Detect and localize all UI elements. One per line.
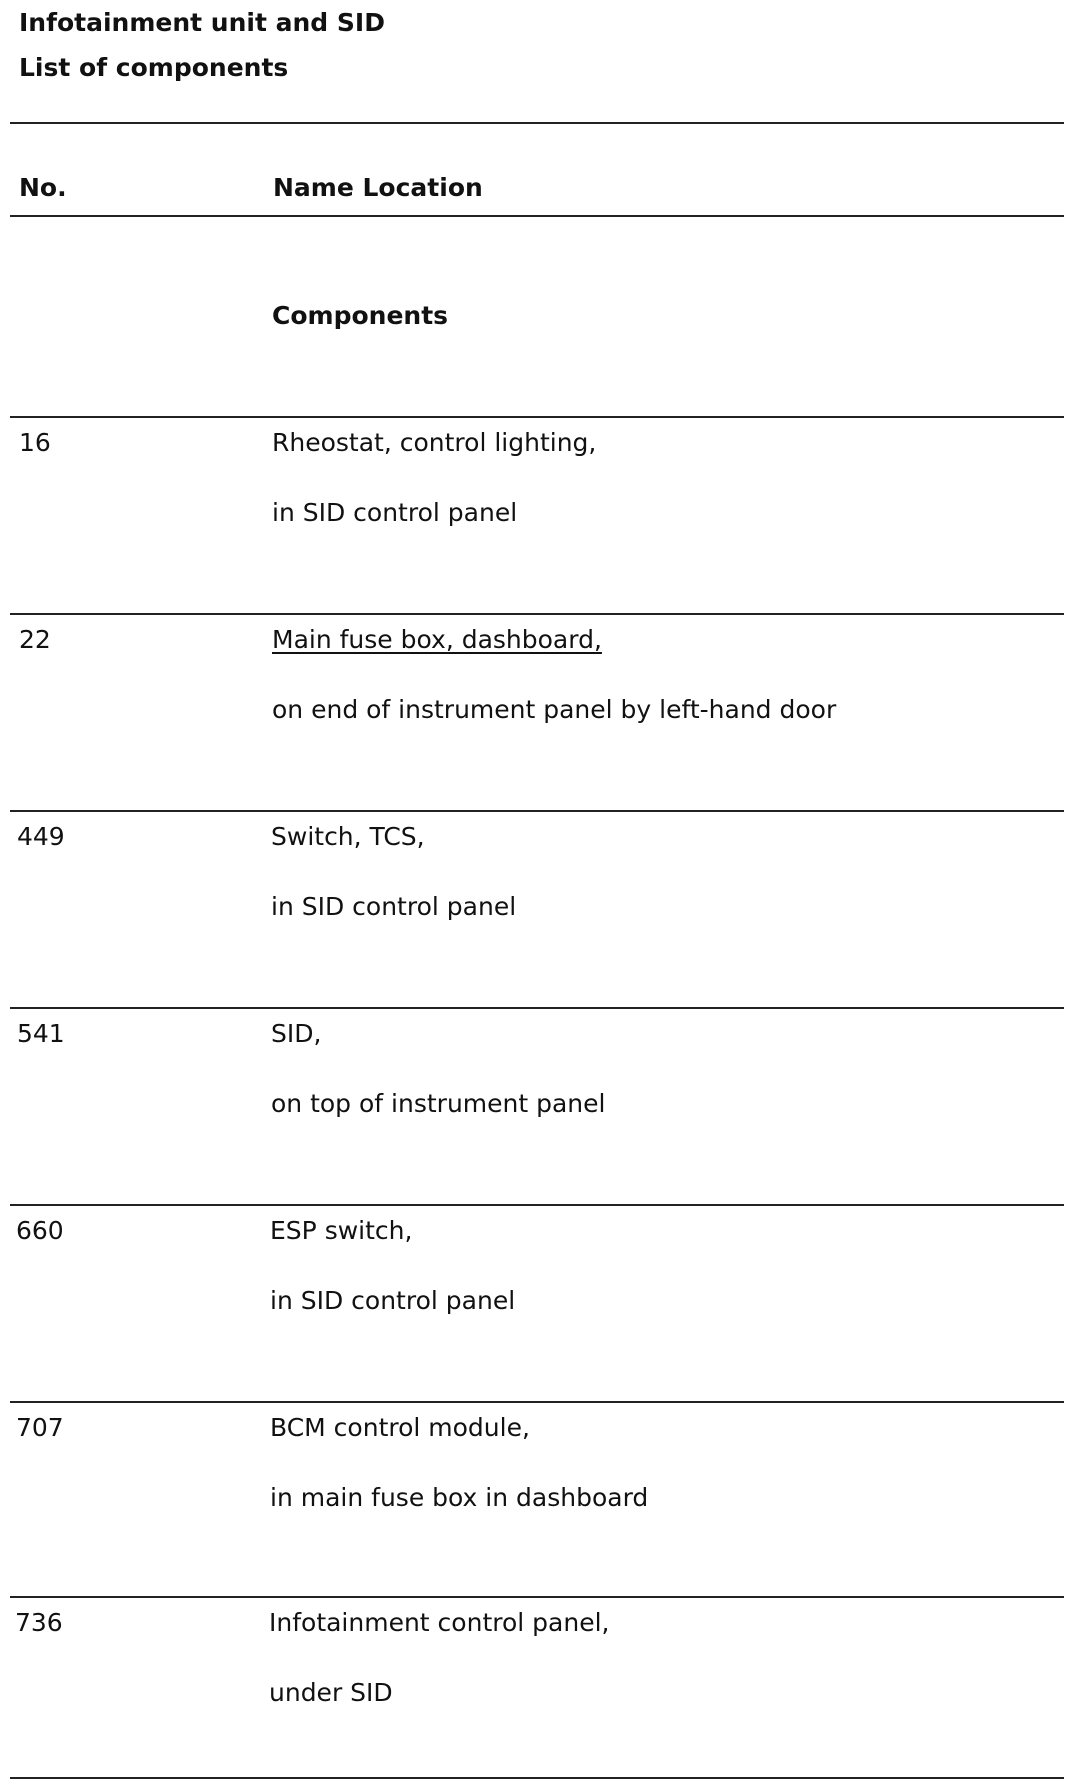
document-subtitle: List of components: [19, 53, 289, 82]
component-number: 22: [19, 625, 51, 654]
component-number: 660: [16, 1216, 64, 1245]
row-divider: [10, 1204, 1064, 1206]
section-heading: Components: [272, 301, 449, 330]
component-name: Rheostat, control lighting,: [272, 428, 597, 457]
component-location: in main fuse box in dashboard: [270, 1483, 649, 1512]
component-location: in SID control panel: [270, 1286, 516, 1315]
component-name: Main fuse box, dashboard,: [272, 625, 602, 654]
column-header-no: No.: [19, 173, 67, 202]
component-location: in SID control panel: [271, 892, 517, 921]
component-location: on end of instrument panel by left-hand door: [272, 695, 837, 724]
top-rule: [10, 122, 1064, 124]
document-title: Infotainment unit and SID: [19, 8, 385, 37]
component-name: BCM control module,: [270, 1413, 530, 1442]
row-divider: [10, 1401, 1064, 1403]
component-number: 707: [16, 1413, 64, 1442]
row-divider: [10, 416, 1064, 418]
row-divider: [10, 1596, 1064, 1598]
component-location: in SID control panel: [272, 498, 518, 527]
bottom-rule: [10, 1777, 1064, 1779]
component-number: 736: [15, 1608, 63, 1637]
header-rule: [10, 215, 1064, 217]
component-number: 541: [17, 1019, 65, 1048]
component-name: Infotainment control panel,: [269, 1608, 610, 1637]
component-name: ESP switch,: [270, 1216, 413, 1245]
row-divider: [10, 1007, 1064, 1009]
row-divider: [10, 810, 1064, 812]
component-number: 16: [19, 428, 51, 457]
component-name: SID,: [271, 1019, 322, 1048]
component-number: 449: [17, 822, 65, 851]
component-name: Switch, TCS,: [271, 822, 425, 851]
component-location: on top of instrument panel: [271, 1089, 606, 1118]
row-divider: [10, 613, 1064, 615]
component-location: under SID: [269, 1678, 393, 1707]
column-header-name-location: Name Location: [273, 173, 483, 202]
